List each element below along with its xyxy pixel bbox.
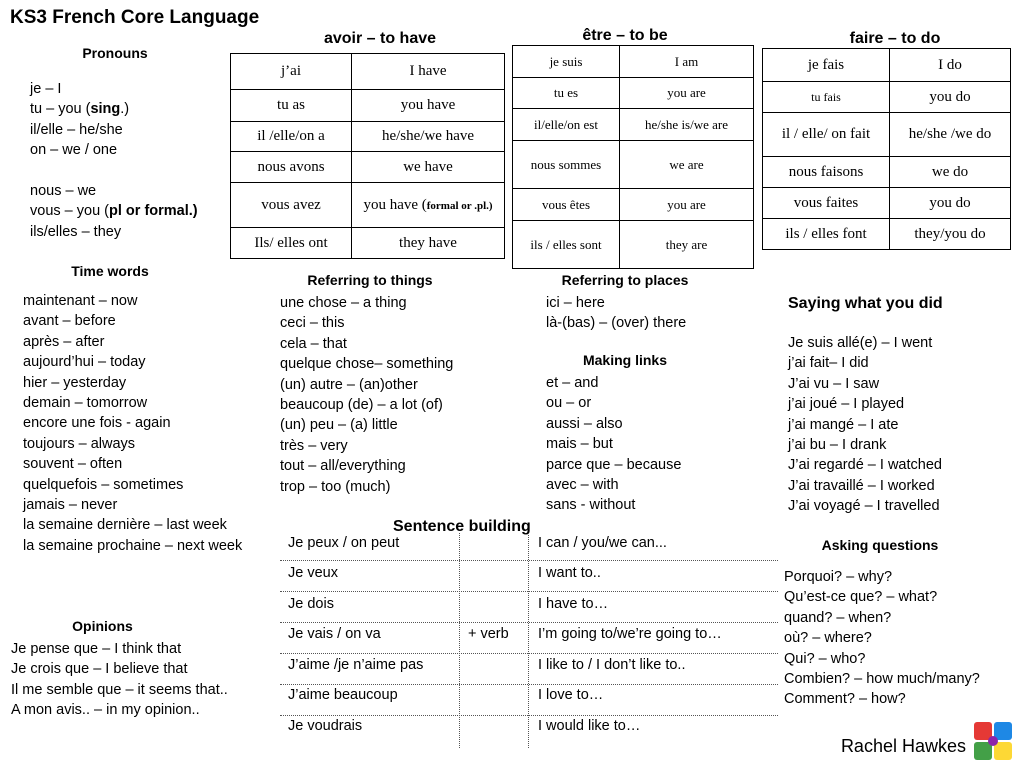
faire-english-text: I do: [938, 56, 962, 73]
time-word-item: demain – tomorrow: [23, 395, 148, 412]
time-word-item: hier – yesterday: [23, 374, 127, 391]
avoir-english-cell: [352, 183, 505, 228]
jigsaw-puzzle-logo: [970, 718, 1018, 766]
things-item: quelque chose– something: [280, 356, 454, 373]
faire-row: [763, 219, 1011, 250]
sentence-english-cell: I would like to…: [538, 718, 641, 734]
etre-title: être – to be: [582, 27, 668, 44]
faire-french-cell: ils / elles font: [763, 219, 890, 250]
sentence-english-cell: I have to…: [538, 596, 609, 612]
etre-english-text: you are: [667, 85, 706, 100]
things-item: une chose – a thing: [280, 295, 407, 311]
pronoun-text: .): [120, 101, 130, 118]
pronoun-item: [30, 79, 198, 99]
faire-row: [763, 82, 1011, 113]
things-item: beaucoup (de) – a lot (of): [280, 397, 443, 414]
etre-french-cell: je suis: [513, 46, 620, 78]
page-title: KS3 French Core Language: [10, 7, 260, 28]
etre-french-cell: vous êtes: [513, 189, 620, 221]
sentence-divider: [280, 622, 778, 623]
opinion-item: Je crois que – I believe that: [11, 661, 188, 678]
question-item: Qu’est-ce que? – what?: [784, 589, 938, 606]
pronoun-text: ils/elles – they: [30, 223, 122, 240]
sentence-french-cell: J’aime /je n’aime pas: [288, 657, 424, 673]
past-tense-item: j’ai joué – I played: [788, 396, 905, 413]
link-word-item: avec – with: [546, 477, 619, 494]
things-item: tout – all/everything: [280, 458, 406, 475]
did-heading: Saying what you did: [788, 295, 943, 312]
avoir-english-text: we have: [403, 158, 453, 175]
link-word-item: parce que – because: [546, 456, 682, 473]
etre-row: [513, 141, 754, 189]
puzzle-piece-green: [974, 742, 992, 760]
pronoun-item: [30, 99, 198, 119]
etre-row: [513, 78, 754, 109]
time-word-item: après – after: [23, 333, 105, 350]
puzzle-piece-blue: [994, 722, 1012, 740]
link-word-item: et – and: [546, 375, 599, 391]
avoir-row: [231, 90, 505, 122]
etre-english-text: you are: [667, 196, 706, 212]
pronoun-text: je – I: [30, 81, 62, 97]
avoir-english-text: you have: [400, 97, 456, 113]
avoir-row: [231, 183, 505, 228]
faire-english-text: they/you do: [914, 225, 986, 242]
avoir-english-cell: [352, 122, 505, 152]
sentence-verb-cell: + verb: [468, 626, 509, 642]
time-word-item: encore une fois - again: [23, 415, 171, 432]
time-word-item: avant – before: [23, 313, 116, 330]
avoir-title: avoir – to have: [323, 30, 437, 47]
avoir-table: [230, 53, 505, 259]
etre-row: [513, 189, 754, 221]
time-words-list: [23, 291, 242, 556]
pronouns-heading: Pronouns: [82, 45, 148, 61]
opinion-item: Il me semble que – it seems that..: [11, 681, 228, 698]
sentence-heading: Sentence building: [393, 518, 531, 535]
faire-row: [763, 113, 1011, 157]
pronoun-item: [30, 181, 198, 201]
things-item: ceci – this: [280, 315, 345, 332]
past-tense-item: J’ai voyagé – I travelled: [788, 498, 940, 515]
sentence-english-cell: I can / you/we can...: [538, 535, 667, 551]
pronoun-item: [30, 201, 198, 221]
things-item: cela – that: [280, 335, 347, 352]
faire-table: [762, 48, 1011, 250]
sentence-french-cell: Je vais / on va: [288, 626, 381, 642]
faire-french-cell: je fais: [763, 49, 890, 82]
time-word-item: maintenant – now: [23, 293, 138, 309]
etre-french-cell: nous sommes: [513, 141, 620, 189]
etre-english-cell: [620, 78, 754, 109]
link-word-item: sans - without: [546, 497, 636, 514]
questions-heading: Asking questions: [821, 537, 939, 553]
etre-table: [512, 45, 754, 269]
question-item: où? – where?: [784, 630, 872, 647]
past-tense-item: j’ai mangé – I ate: [788, 416, 899, 433]
sentence-divider: [280, 653, 778, 654]
avoir-french-cell: Ils/ elles ont: [231, 228, 352, 259]
things-item: (un) peu – (a) little: [280, 417, 398, 434]
time-words-heading: Time words: [71, 263, 149, 279]
question-item: Porquoi? – why?: [784, 569, 893, 585]
etre-french-cell: il/elle/on est: [513, 109, 620, 141]
past-tense-item: Je suis allé(e) – I went: [788, 335, 933, 351]
pronoun-text: tu – you (: [30, 101, 91, 118]
avoir-french-cell: il /elle/on a: [231, 122, 352, 152]
things-list: [280, 293, 453, 497]
time-word-item: souvent – often: [23, 456, 123, 473]
avoir-english-cell: [352, 152, 505, 183]
opinions-heading: Opinions: [72, 618, 133, 634]
time-word-item: la semaine prochaine – next week: [23, 537, 243, 554]
links-list: [546, 373, 681, 516]
places-item: ici – here: [546, 295, 605, 311]
past-tense-item: J’ai vu – I saw: [788, 375, 880, 392]
faire-english-text: he/she /we do: [908, 126, 992, 142]
avoir-english-cell: [352, 90, 505, 122]
sentence-french-cell: Je voudrais: [288, 718, 363, 734]
etre-row: [513, 221, 754, 269]
faire-row: [763, 157, 1011, 188]
etre-english-cell: [620, 189, 754, 221]
things-heading: Referring to things: [307, 272, 433, 288]
faire-english-cell: [890, 188, 1011, 219]
avoir-row: [231, 152, 505, 183]
sentence-english-cell: I want to..: [538, 565, 601, 581]
etre-row: [513, 46, 754, 78]
pronoun-text: vous – you (: [30, 203, 109, 220]
sentence-french-cell: Je dois: [288, 596, 334, 612]
past-tense-item: J’ai regardé – I watched: [788, 457, 942, 474]
etre-english-text: I am: [674, 53, 699, 69]
did-list: [788, 333, 942, 517]
etre-french-cell: tu es: [513, 78, 620, 109]
sentence-english-cell: I’m going to/we’re going to…: [538, 626, 722, 642]
links-heading: Making links: [582, 352, 668, 368]
pronoun-text: on – we / one: [30, 142, 118, 159]
time-word-item: quelquefois – sometimes: [23, 476, 184, 493]
sentence-divider: [280, 684, 778, 685]
pronoun-item: [30, 140, 198, 160]
avoir-row: [231, 54, 505, 90]
link-word-item: aussi – also: [546, 415, 623, 432]
pronoun-text: pl or formal.): [109, 203, 198, 220]
time-word-item: aujourd’hui – today: [23, 354, 146, 371]
places-item: là-(bas) – (over) there: [546, 315, 687, 332]
faire-english-cell: [890, 219, 1011, 250]
avoir-english-text: I have: [409, 63, 447, 79]
time-word-item: toujours – always: [23, 435, 136, 452]
faire-row: [763, 49, 1011, 82]
questions-list: [784, 567, 980, 710]
avoir-english-note: formal or .pl.): [426, 199, 493, 212]
past-tense-item: j’ai fait– I did: [788, 355, 869, 372]
puzzle-piece-red: [974, 722, 992, 740]
etre-english-cell: [620, 109, 754, 141]
things-item: trop – too (much): [280, 478, 391, 495]
opinion-item: A mon avis.. – in my opinion..: [11, 702, 200, 719]
avoir-french-cell: nous avons: [231, 152, 352, 183]
sentence-french-cell: Je peux / on peut: [288, 535, 400, 551]
opinion-item: Je pense que – I think that: [11, 641, 182, 657]
avoir-french-cell: vous avez: [231, 183, 352, 228]
faire-french-cell: nous faisons: [763, 157, 890, 188]
avoir-english-cell: [352, 54, 505, 90]
etre-english-cell: [620, 141, 754, 189]
pronoun-item: [30, 161, 198, 181]
sentence-divider: [280, 591, 778, 592]
sentence-column-divider: [459, 533, 460, 748]
puzzle-piece-purple: [988, 736, 998, 746]
opinions-list: [11, 639, 228, 721]
etre-english-text: he/she is/we are: [644, 116, 729, 132]
sentence-french-cell: Je veux: [288, 565, 338, 581]
faire-title: faire – to do: [849, 30, 941, 47]
etre-english-text: we are: [669, 156, 704, 172]
avoir-english-text: you have (: [363, 196, 427, 213]
question-item: quand? – when?: [784, 609, 892, 626]
faire-english-cell: [890, 157, 1011, 188]
pronoun-item: [30, 120, 198, 140]
avoir-row: [231, 122, 505, 152]
etre-french-cell: ils / elles sont: [513, 221, 620, 269]
avoir-english-text: he/she/we have: [381, 128, 475, 144]
etre-english-text: they are: [665, 236, 708, 252]
avoir-french-cell: j’ai: [231, 54, 352, 90]
faire-english-cell: [890, 82, 1011, 113]
things-item: très – very: [280, 437, 348, 454]
sentence-french-cell: J’aime beaucoup: [288, 687, 398, 703]
author-name: Rachel Hawkes: [840, 736, 966, 756]
question-item: Qui? – who?: [784, 650, 866, 667]
avoir-english-text: they have: [399, 234, 457, 251]
etre-english-cell: [620, 46, 754, 78]
pronoun-text: nous – we: [30, 183, 97, 200]
faire-row: [763, 188, 1011, 219]
faire-english-text: we do: [931, 163, 969, 180]
sentence-divider: [280, 560, 778, 561]
link-word-item: mais – but: [546, 436, 613, 453]
etre-english-cell: [620, 221, 754, 269]
faire-french-cell: il / elle/ on fait: [763, 113, 890, 157]
puzzle-piece-yellow: [994, 742, 1012, 760]
etre-row: [513, 109, 754, 141]
avoir-english-cell: [352, 228, 505, 259]
past-tense-item: J’ai travaillé – I worked: [788, 477, 935, 494]
things-item: (un) autre – (an)other: [280, 376, 418, 393]
sentence-english-cell: I love to…: [538, 687, 604, 703]
pronouns-list: [30, 79, 198, 242]
pronoun-text: il/elle – he/she: [30, 121, 123, 138]
sentence-column-divider: [528, 533, 529, 748]
avoir-french-cell: tu as: [231, 90, 352, 122]
question-item: Comment? – how?: [784, 691, 906, 708]
faire-english-text: you do: [929, 88, 971, 105]
time-word-item: la semaine dernière – last week: [23, 517, 227, 534]
pronoun-item: [30, 222, 198, 242]
faire-english-text: you do: [929, 194, 971, 211]
places-list: [546, 293, 686, 334]
time-word-item: jamais – never: [23, 497, 118, 514]
sentence-divider: [280, 715, 778, 716]
avoir-row: [231, 228, 505, 259]
faire-french-cell: tu fais: [763, 82, 890, 113]
question-item: Combien? – how much/many?: [784, 671, 980, 688]
sentence-english-cell: I like to / I don’t like to..: [538, 657, 686, 673]
link-word-item: ou – or: [546, 395, 592, 412]
places-heading: Referring to places: [561, 272, 689, 288]
faire-english-cell: [890, 49, 1011, 82]
pronoun-text: sing: [90, 101, 121, 118]
faire-english-cell: [890, 113, 1011, 157]
faire-french-cell: vous faites: [763, 188, 890, 219]
past-tense-item: j’ai bu – I drank: [788, 437, 887, 454]
